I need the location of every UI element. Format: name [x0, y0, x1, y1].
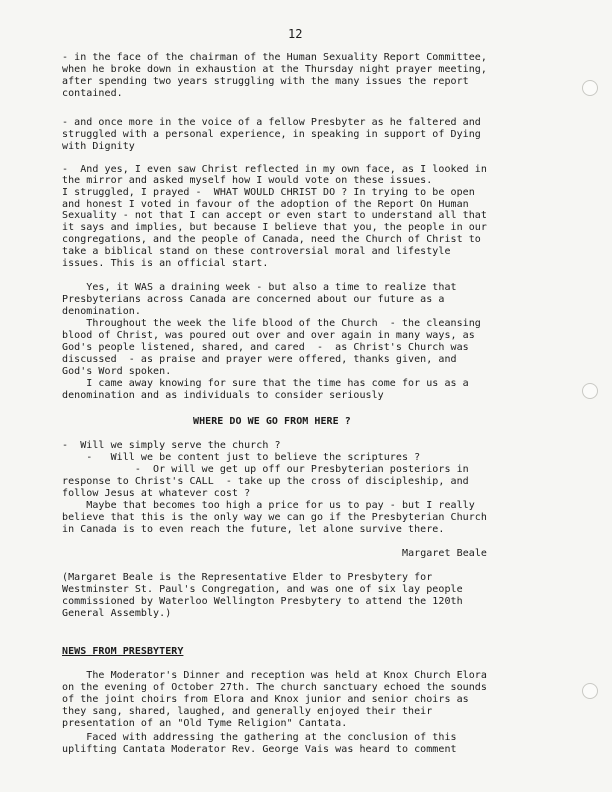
text-line: Presbyterians across Canada are concerned about our future as a: [62, 294, 445, 305]
section-heading: WHERE DO WE GO FROM HERE ?: [193, 416, 351, 427]
text-line: I struggled, I prayed - WHAT WOULD CHRIST DO ? In trying to be open: [62, 187, 475, 198]
text-line: - Will we simply serve the church ?: [62, 440, 281, 451]
text-line: Westminster St. Paul's Congregation, and was one of six lay people: [62, 584, 463, 595]
text-line: struggled with a personal experience, in speaking in support of Dying: [62, 129, 481, 140]
text-line: I came away knowing for sure that the time has come for us as a: [62, 378, 469, 389]
text-line: issues. This is an official start.: [62, 258, 269, 269]
author-signature: Margaret Beale: [402, 548, 487, 559]
text-line: contained.: [62, 88, 123, 99]
text-line: they sang, shared, laughed, and generally enjoyed their their: [62, 706, 433, 717]
text-line: God's Word spoken.: [62, 366, 172, 377]
text-line: response to Christ's CALL - take up the cross of discipleship, and: [62, 476, 469, 487]
text-line: - Or will we get up off our Presbyterian posteriors in: [62, 464, 469, 475]
text-line: Sexuality - not that I can accept or even start to understand all that: [62, 210, 487, 221]
text-line: denomination and as individuals to consider seriously: [62, 390, 384, 401]
text-line: Throughout the week the life blood of the Church - the cleansing: [62, 318, 481, 329]
text-line: - and once more in the voice of a fellow Presbyter as he faltered and: [62, 117, 481, 128]
text-line: and honest I voted in favour of the adoption of the Report On Human: [62, 199, 469, 210]
text-line: General Assembly.): [62, 608, 172, 619]
text-line: discussed - as praise and prayer were offered, thanks given, and: [62, 354, 457, 365]
text-line: presentation of an "Old Tyme Religion" Cantata.: [62, 718, 348, 729]
text-line: believe that this is the only way we can go if the Presbyterian Church: [62, 512, 487, 523]
text-line: take a biblical stand on these controversial moral and lifestyle: [62, 246, 451, 257]
text-line: (Margaret Beale is the Representative Elder to Presbytery for: [62, 572, 433, 583]
text-line: follow Jesus at whatever cost ?: [62, 488, 251, 499]
text-line: blood of Christ, was poured out over and over again in many ways, as: [62, 330, 475, 341]
text-line: commissioned by Waterloo Wellington Presbytery to attend the 120th: [62, 596, 463, 607]
punch-hole: [582, 80, 598, 96]
text-line: with Dignity: [62, 141, 135, 152]
text-line: in Canada is to even reach the future, let alone survive there.: [62, 524, 445, 535]
punch-hole: [582, 383, 598, 399]
text-line: - in the face of the chairman of the Human Sexuality Report Committee,: [62, 52, 487, 63]
text-line: of the joint choirs from Elora and Knox junior and senior choirs as: [62, 694, 469, 705]
text-line: uplifting Cantata Moderator Rev. George Vais was heard to comment: [62, 744, 457, 755]
text-line: God's people listened, shared, and cared - as Christ's Church was: [62, 342, 469, 353]
text-line: the mirror and asked myself how I would vote on these issues.: [62, 175, 433, 186]
punch-hole: [582, 683, 598, 699]
news-heading: NEWS FROM PRESBYTERY: [62, 646, 184, 657]
text-line: - Will we be content just to believe the scriptures ?: [62, 452, 421, 463]
text-line: The Moderator's Dinner and reception was held at Knox Church Elora: [62, 670, 487, 681]
text-line: denomination.: [62, 306, 141, 317]
text-line: Maybe that becomes too high a price for us to pay - but I really: [62, 500, 475, 511]
text-line: Faced with addressing the gathering at the conclusion of this: [62, 732, 457, 743]
text-line: Yes, it WAS a draining week - but also a time to realize that: [62, 282, 457, 293]
text-line: congregations, and the people of Canada, need the Church of Christ to: [62, 234, 481, 245]
text-line: after spending two years struggling with the many issues the report: [62, 76, 469, 87]
page-number: 12: [288, 27, 303, 41]
text-line: it says and implies, but because I believe that you, the people in our: [62, 222, 487, 233]
text-line: when he broke down in exhaustion at the Thursday night prayer meeting,: [62, 64, 487, 75]
text-line: - And yes, I even saw Christ reflected in my own face, as I looked in: [62, 164, 487, 175]
text-line: on the evening of October 27th. The church sanctuary echoed the sounds: [62, 682, 487, 693]
